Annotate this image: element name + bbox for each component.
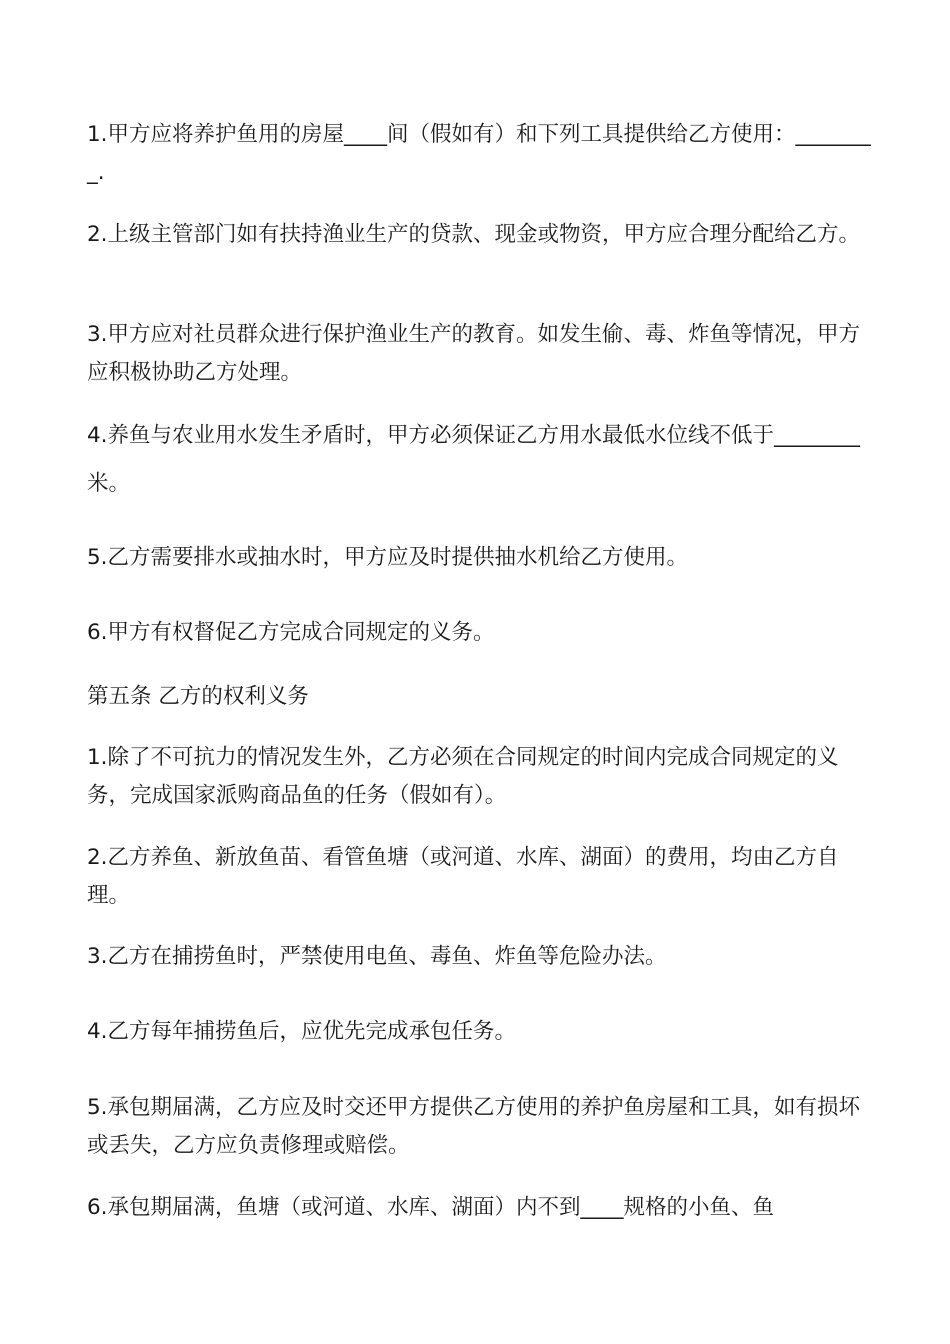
paragraph-b-obligation-2: 2.乙方养鱼、新放鱼苗、看管鱼塘（或河道、水库、湖面）的费用，均由乙方自理。 (87, 845, 839, 908)
paragraph-b-obligation-4: 4.乙方每年捕捞鱼后，应优先完成承包任务。 (87, 1019, 517, 1044)
paragraph-obligation-1: 1.甲方应将养护鱼用的房屋____间（假如有）和下列工具提供给乙方使用：________. (87, 122, 871, 185)
paragraph-obligation-3: 3.甲方应对社员群众进行保护渔业生产的教育。如发生偷、毒、炸鱼等情况，甲方应积极协助乙方处理。 (87, 322, 861, 385)
paragraph-obligation-2: 2.上级主管部门如有扶持渔业生产的贷款、现金或物资，甲方应合理分配给乙方。 (87, 222, 861, 247)
paragraph-b-obligation-5: 5.承包期届满，乙方应及时交还甲方提供乙方使用的养护鱼房屋和工具，如有损坏或丢失，乙方应负责修理或赔偿。 (87, 1095, 861, 1158)
section-heading-article-5: 第五条 乙方的权利义务 (87, 684, 309, 709)
paragraph-obligation-6: 6.甲方有权督促乙方完成合同规定的义务。 (87, 620, 495, 645)
paragraph-b-obligation-6: 6.承包期届满，鱼塘（或河道、水库、湖面）内不到____规格的小鱼、鱼 (87, 1195, 775, 1220)
paragraph-b-obligation-3: 3.乙方在捕捞鱼时，严禁使用电鱼、毒鱼、炸鱼等危险办法。 (87, 944, 667, 969)
paragraph-obligation-5: 5.乙方需要排水或抽水时，甲方应及时提供抽水机给乙方使用。 (87, 545, 689, 570)
paragraph-obligation-4: 4.养鱼与农业用水发生矛盾时，甲方必须保证乙方用水最低水位线不低于________米。 (87, 423, 861, 496)
paragraph-b-obligation-1: 1.除了不可抗力的情况发生外，乙方必须在合同规定的时间内完成合同规定的义务，完成国家派购商品鱼的任务（假如有）。 (87, 745, 839, 808)
